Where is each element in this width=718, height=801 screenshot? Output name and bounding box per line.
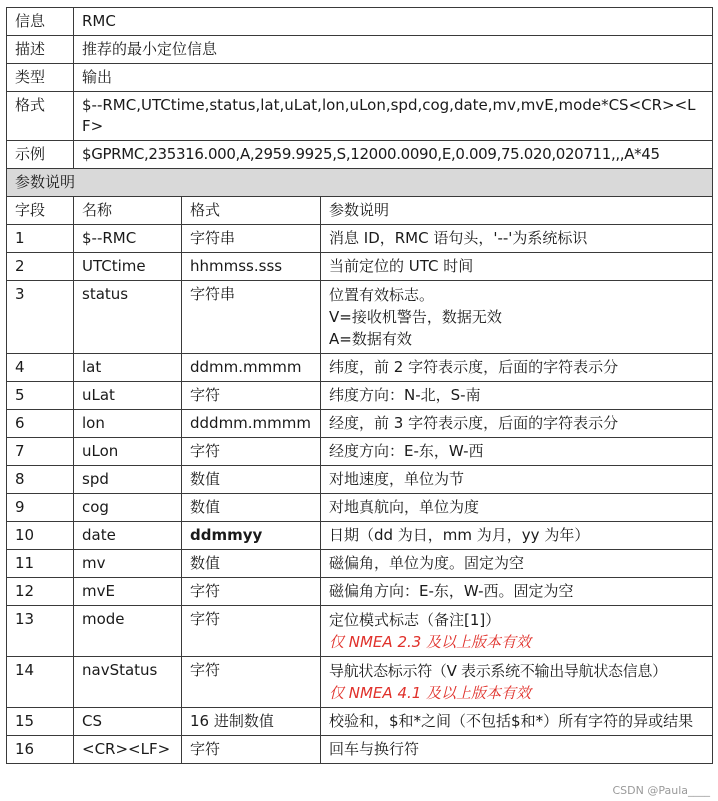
field-name: lon [74, 410, 182, 438]
field-format: dddmm.mmmm [182, 410, 321, 438]
format-label: 格式 [7, 92, 74, 141]
field-name: mv [74, 550, 182, 578]
field-desc: 经度方向：E-东，W-西 [321, 438, 713, 466]
version-note: 仅 NMEA 4.1 及以上版本有效 [329, 684, 532, 702]
field-format: 16 进制数值 [182, 708, 321, 736]
field-no: 6 [7, 410, 74, 438]
field-desc: 校验和，$和*之间（不包括$和*）所有字符的异或结果 [321, 708, 713, 736]
field-desc: 回车与换行符 [321, 736, 713, 764]
field-no: 3 [7, 281, 74, 354]
info-row [7, 8, 713, 36]
table-row [7, 494, 713, 522]
table-row [7, 410, 713, 438]
field-format: 字符 [182, 578, 321, 606]
table-row [7, 253, 713, 281]
field-desc: 磁偏角，单位为度。固定为空 [321, 550, 713, 578]
field-name: mode [74, 606, 182, 657]
field-name: uLat [74, 382, 182, 410]
field-no: 4 [7, 354, 74, 382]
table-row [7, 657, 713, 708]
type-label: 类型 [7, 64, 74, 92]
field-desc: 消息 ID，RMC 语句头，'--'为系统标识 [321, 225, 713, 253]
field-format: 字符 [182, 736, 321, 764]
field-desc [321, 657, 713, 708]
col-header-field: 字段 [7, 197, 74, 225]
desc-line: A=数据有效 [329, 330, 412, 348]
field-no: 14 [7, 657, 74, 708]
column-header-row [7, 197, 713, 225]
table-row [7, 606, 713, 657]
col-header-format: 格式 [182, 197, 321, 225]
field-name: status [74, 281, 182, 354]
field-name: UTCtime [74, 253, 182, 281]
field-no: 10 [7, 522, 74, 550]
example-row [7, 141, 713, 169]
field-no: 9 [7, 494, 74, 522]
col-header-desc: 参数说明 [321, 197, 713, 225]
field-desc [321, 281, 713, 354]
field-desc: 日期（dd 为日，mm 为月，yy 为年） [321, 522, 713, 550]
desc-row [7, 36, 713, 64]
section-title: 参数说明 [7, 169, 713, 197]
field-name: spd [74, 466, 182, 494]
field-no: 2 [7, 253, 74, 281]
table-row [7, 466, 713, 494]
field-desc: 纬度，前 2 字符表示度，后面的字符表示分 [321, 354, 713, 382]
section-row [7, 169, 713, 197]
desc-label: 描述 [7, 36, 74, 64]
field-name: CS [74, 708, 182, 736]
format-value: $--RMC,UTCtime,status,lat,uLat,lon,uLon,spd,cog,date,mv,mvE,mode*CS<CR><LF> [74, 92, 713, 141]
desc-line: 导航状态标示符（V 表示系统不输出导航状态信息） [329, 662, 667, 680]
field-no: 16 [7, 736, 74, 764]
table-row [7, 281, 713, 354]
desc-line: V=接收机警告，数据无效 [329, 308, 502, 326]
field-no: 7 [7, 438, 74, 466]
field-no: 5 [7, 382, 74, 410]
desc-line: 位置有效标志。 [329, 286, 435, 304]
table-row [7, 354, 713, 382]
type-row [7, 64, 713, 92]
field-name: lat [74, 354, 182, 382]
table-row [7, 522, 713, 550]
field-format: 字符 [182, 438, 321, 466]
field-format: 数值 [182, 550, 321, 578]
field-format: 字符 [182, 606, 321, 657]
field-name: navStatus [74, 657, 182, 708]
example-label: 示例 [7, 141, 74, 169]
field-format: 字符 [182, 657, 321, 708]
desc-line: 定位模式标志（备注[1]） [329, 611, 501, 629]
field-name: mvE [74, 578, 182, 606]
field-no: 11 [7, 550, 74, 578]
field-no: 13 [7, 606, 74, 657]
desc-value: 推荐的最小定位信息 [74, 36, 713, 64]
field-name: cog [74, 494, 182, 522]
field-desc: 经度，前 3 字符表示度，后面的字符表示分 [321, 410, 713, 438]
format-row [7, 92, 713, 141]
info-label: 信息 [7, 8, 74, 36]
field-format: ddmm.mmmm [182, 354, 321, 382]
table-row [7, 578, 713, 606]
field-format: 字符串 [182, 281, 321, 354]
field-format: hhmmss.sss [182, 253, 321, 281]
field-format: 字符 [182, 382, 321, 410]
field-desc: 当前定位的 UTC 时间 [321, 253, 713, 281]
table-row [7, 736, 713, 764]
field-desc: 纬度方向：N-北，S-南 [321, 382, 713, 410]
field-name: $--RMC [74, 225, 182, 253]
table-row [7, 382, 713, 410]
table-row [7, 708, 713, 736]
version-note: 仅 NMEA 2.3 及以上版本有效 [329, 633, 532, 651]
table-row [7, 225, 713, 253]
field-format: 数值 [182, 466, 321, 494]
field-no: 8 [7, 466, 74, 494]
field-desc: 磁偏角方向：E-东，W-西。固定为空 [321, 578, 713, 606]
watermark: CSDN @Paula____ [612, 784, 710, 797]
table-row [7, 438, 713, 466]
type-value: 输出 [74, 64, 713, 92]
field-name: uLon [74, 438, 182, 466]
example-value: $GPRMC,235316.000,A,2959.9925,S,12000.0090,E,0.009,75.020,020711,,,A*45 [74, 141, 713, 169]
field-no: 15 [7, 708, 74, 736]
field-format: 字符串 [182, 225, 321, 253]
field-no: 12 [7, 578, 74, 606]
table-row [7, 550, 713, 578]
rmc-spec-table [6, 7, 713, 764]
field-format: ddmmyy [182, 522, 321, 550]
field-format: 数值 [182, 494, 321, 522]
field-name: <CR><LF> [74, 736, 182, 764]
field-desc: 对地真航向，单位为度 [321, 494, 713, 522]
field-desc [321, 606, 713, 657]
field-desc: 对地速度，单位为节 [321, 466, 713, 494]
col-header-name: 名称 [74, 197, 182, 225]
field-name: date [74, 522, 182, 550]
field-no: 1 [7, 225, 74, 253]
info-value: RMC [74, 8, 713, 36]
